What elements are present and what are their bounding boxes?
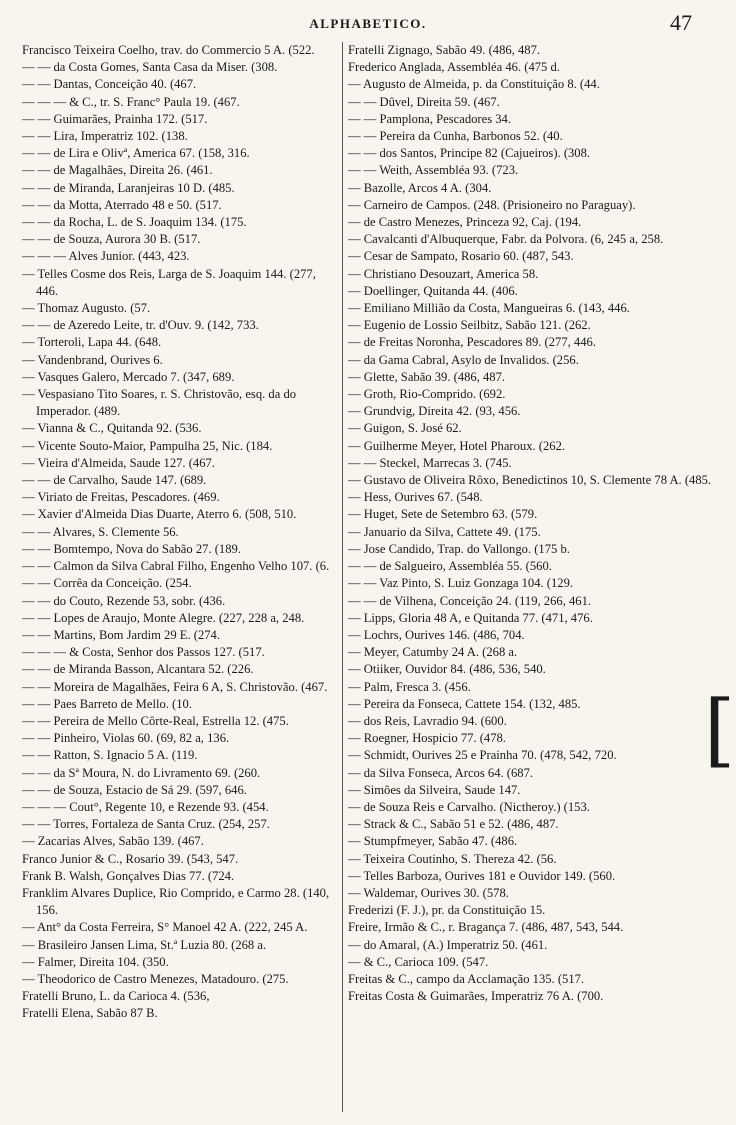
directory-entry: — Lipps, Gloria 48 A, e Quitanda 77. (471, 476. [348,610,593,625]
directory-entry: — da Silva Fonseca, Arcos 64. (687. [348,765,534,780]
directory-entry: — Cavalcanti d'Albuquerque, Fabr. da Polvora. (6, 245 a, 258. [348,232,664,247]
directory-entry: — Meyer, Catumby 24 A. (268 a. [348,645,518,660]
directory-entry: — — de Carvalho, Saude 147. (689. [22,473,207,488]
directory-entry: — Bazolle, Arcos 4 A. (304. [348,180,492,195]
directory-entry: — — dos Santos, Principe 82 (Cajueiros). (308. [348,146,591,161]
directory-entry: — Lochrs, Ourives 146. (486, 704. [348,627,525,642]
directory-entry: — Huget, Sete de Setembro 63. (579. [348,507,538,522]
directory-entry: — Vieira d'Almeida, Saude 127. (467. [22,455,215,470]
directory-entry: — Christiano Desouzart, America 58. [348,266,539,281]
directory-entry: — — de Souza, Estacio de Sá 29. (597, 646. [22,782,247,797]
directory-entry: — Teixeira Coutinho, S. Thereza 42. (56. [348,851,557,866]
directory-entry: — — Torres, Fortaleza de Santa Cruz. (254, 257. [22,817,270,832]
directory-entry: — — Moreira de Magalhães, Feira 6 A, S. Christovão. (467. [22,679,328,694]
directory-entry: — — de Miranda Basson, Alcantara 52. (226. [22,662,254,677]
directory-entry: — Emiliano Millião da Costa, Mangueiras 6. (143, 446. [348,301,630,316]
directory-entry: — Telles Barboza, Ourives 181 e Ouvidor 149. (560. [348,868,616,883]
directory-entry: — — Lira, Imperatriz 102. (138. [22,129,188,144]
right-column [348,42,720,1005]
directory-entry: Frank B. Walsh, Gonçalves Dias 77. (724. [22,868,235,883]
directory-entry: — Augusto de Almeida, p. da Constituição 8. (44. [348,77,600,92]
directory-entry: — Hess, Ourives 67. (548. [348,490,483,505]
directory-entry: — Simões da Silveira, Saude 147. [348,782,521,797]
directory-entry: — Palm, Fresca 3. (456. [348,679,471,694]
directory-entry: — — de Miranda, Laranjeiras 10 D. (485. [22,180,235,195]
directory-entry: Franklim Alvares Duplice, Rio Comprido, e Carmo 28. (140, 156. [22,885,330,918]
directory-entry: — — Alvares, S. Clemente 56. [22,524,179,539]
directory-entry: — Ant° da Costa Ferreira, S° Manoel 42 A. (222, 245 A. [22,920,308,935]
directory-entry: — — Calmon da Silva Cabral Filho, Engenho Velho 107. (6. [22,559,330,574]
directory-entry: — — Martins, Bom Jardim 29 E. (274. [22,627,220,642]
directory-entry: — Vespasiano Tito Soares, r. S. Christovão, esq. da do Imperador. (489. [22,387,297,419]
directory-entry: Frederizi (F. J.), pr. da Constituição 15. [348,903,546,918]
directory-entry: — Januario da Silva, Cattete 49. (175. [348,524,541,539]
directory-entry: — de Souza Reis e Carvalho. (Nictheroy.) (153. [348,799,590,814]
directory-entry: — Telles Cosme dos Reis, Larga de S. Joaquim 144. (277, 446. [22,266,316,298]
directory-entry: Fratelli Elena, Sabão 87 B. [22,1006,158,1021]
directory-entry: — — de Azeredo Leite, tr. d'Ouv. 9. (142, 733. [22,318,259,333]
directory-entry: — Torteroli, Lapa 44. (648. [22,335,162,350]
directory-entry: — — da Costa Gomes, Santa Casa da Miser. (308. [22,60,278,75]
directory-entry: — Brasileiro Jansen Lima, St.ª Luzia 80. (268 a. [22,937,267,952]
directory-entry: — Schmidt, Ourives 25 e Prainha 70. (478, 542, 720. [348,748,617,763]
directory-entry: — — Dantas, Conceição 40. (467. [22,77,197,92]
directory-entry: — — Bomtempo, Nova do Sabão 27. (189. [22,541,241,556]
directory-entry: — — Ratton, S. Ignacio 5 A. (119. [22,748,198,763]
directory-entry: — de Castro Menezes, Princeza 92, Caj. (194. [348,215,582,230]
page-header [0,10,736,40]
directory-entry: — de Freitas Noronha, Pescadores 89. (277, 446. [348,335,596,350]
directory-entry: — — Pamplona, Pescadores 34. [348,111,511,126]
directory-entry: Francisco Teixeira Coelho, trav. do Commercio 5 A. (522. [22,43,315,57]
directory-entry: Freitas Costa & Guimarães, Imperatriz 76 A. (700. [348,989,604,1004]
directory-entry: — Glette, Sabão 39. (486, 487. [348,369,506,384]
directory-entry: — da Gama Cabral, Asylo de Invalidos. (256. [348,352,579,367]
directory-entry: — Falmer, Direita 104. (350. [22,954,169,969]
directory-entry: Fratelli Zignago, Sabão 49. (486, 487. [348,43,541,57]
directory-entry: — Grundvig, Direita 42. (93, 456. [348,404,521,419]
page-title: ALPHABETICO. [309,16,427,31]
directory-entry: — Jose Candido, Trap. do Vallongo. (175 b. [348,541,570,556]
directory-entry: — — Steckel, Marrecas 3. (745. [348,455,512,470]
margin-bracket-mark: [ [704,683,736,776]
directory-entry: — — da Rocha, L. de S. Joaquim 134. (175. [22,215,247,230]
directory-entry: Franco Junior & C., Rosario 39. (543, 547. [22,851,239,866]
directory-entry: Freire, Irmão & C., r. Bragança 7. (486, 487, 543, 544. [348,920,624,935]
directory-entry: — Zacarias Alves, Sabão 139. (467. [22,834,204,849]
directory-entry: — — Corrêa da Conceição. (254. [22,576,192,591]
directory-entry: — Theodorico de Castro Menezes, Matadouro. (275. [22,971,289,986]
directory-entry: Freitas & C., campo da Acclamação 135. (517. [348,971,585,986]
directory-entry: — Eugenio de Lossio Seilbitz, Sabão 121. (262. [348,318,591,333]
directory-entry: — Vasques Galero, Mercado 7. (347, 689. [22,369,235,384]
page-number: 47 [670,10,692,35]
directory-entry: — & C., Carioca 109. (547. [348,954,489,969]
directory-entry: — — do Couto, Rezende 53, sobr. (436. [22,593,226,608]
directory-entry: — dos Reis, Lavradio 94. (600. [348,713,507,728]
directory-entry: — — Dûvel, Direita 59. (467. [348,94,500,109]
directory-entry: — Doellinger, Quitanda 44. (406. [348,283,518,298]
directory-entry: — — Lopes de Araujo, Monte Alegre. (227, 228 a, 248. [22,610,305,625]
directory-entry: — Roegner, Hospicio 77. (478. [348,731,506,746]
directory-entry: — Stumpfmeyer, Sabão 47. (486. [348,834,518,849]
directory-entry: — Thomaz Augusto. (57. [22,301,151,316]
directory-entry: — — — Alves Junior. (443, 423. [22,249,190,264]
directory-entry: — — de Vilhena, Conceição 24. (119, 266, 461. [348,593,592,608]
directory-entry: — Xavier d'Almeida Dias Duarte, Aterro 6. (508, 510. [22,507,297,522]
directory-entry: — — — Cout°, Regente 10, e Rezende 93. (454. [22,799,269,814]
directory-entry: — — Pereira de Mello Côrte-Real, Estrella 12. (475. [22,713,289,728]
directory-entry: — — Pereira da Cunha, Barbonos 52. (40. [348,129,563,144]
directory-entry: — — da Sª Moura, N. do Livramento 69. (260. [22,765,261,780]
column-divider [342,42,343,1112]
directory-entry: — Pereira da Fonseca, Cattete 154. (132, 485. [348,696,581,711]
directory-entry: — — — & C., tr. S. Franc° Paula 19. (467. [22,94,240,109]
directory-entry: — — Guimarães, Prainha 172. (517. [22,111,208,126]
directory-entry: — Cesar de Sampato, Rosario 60. (487, 543. [348,249,574,264]
directory-entry: — — Pinheiro, Violas 60. (69, 82 a, 136. [22,731,230,746]
directory-entry: — do Amaral, (A.) Imperatriz 50. (461. [348,937,548,952]
directory-entry: — Otiiker, Ouvidor 84. (486, 536, 540. [348,662,546,677]
directory-entry: — Guilherme Meyer, Hotel Pharoux. (262. [348,438,566,453]
directory-entry: — — de Lira e Olivª, America 67. (158, 316. [22,146,250,161]
directory-entry: — — de Salgueiro, Assembléa 55. (560. [348,559,552,574]
directory-entry: — — de Magalhães, Direita 26. (461. [22,163,213,178]
directory-entry: — Vandenbrand, Ourives 6. [22,352,163,367]
directory-entry: — — de Souza, Aurora 30 B. (517. [22,232,201,247]
left-column [22,42,340,1023]
directory-entry: — — Weith, Assembléa 93. (723. [348,163,519,178]
directory-entry: Frederico Anglada, Assembléa 46. (475 d. [348,60,560,75]
directory-entry: — Waldemar, Ourives 30. (578. [348,885,509,900]
directory-entry: — Viriato de Freitas, Pescadores. (469. [22,490,220,505]
directory-entry: — Carneiro de Campos. (248. (Prisioneiro no Paraguay). [348,197,636,212]
directory-entry: — — — & Costa, Senhor dos Passos 127. (517. [22,645,265,660]
directory-entry: — Gustavo de Oliveira Rôxo, Benedictinos 10, S. Clemente 78 A. (485. [348,473,712,488]
directory-entry: — Guigon, S. José 62. [348,421,462,436]
directory-entry: — Groth, Rio-Comprido. (692. [348,387,506,402]
directory-entry: — — Vaz Pinto, S. Luiz Gonzaga 104. (129. [348,576,574,591]
directory-entry: — Vianna & C., Quitanda 92. (536. [22,421,202,436]
directory-entry: — Strack & C., Sabão 51 e 52. (486, 487. [348,817,559,832]
directory-entry: — Vicente Souto-Maior, Pampulha 25, Nic. (184. [22,438,273,453]
directory-entry: Fratelli Bruno, L. da Carioca 4. (536, [22,989,210,1004]
directory-entry: — — Paes Barreto de Mello. (10. [22,696,192,711]
directory-entry: — — da Motta, Aterrado 48 e 50. (517. [22,197,222,212]
